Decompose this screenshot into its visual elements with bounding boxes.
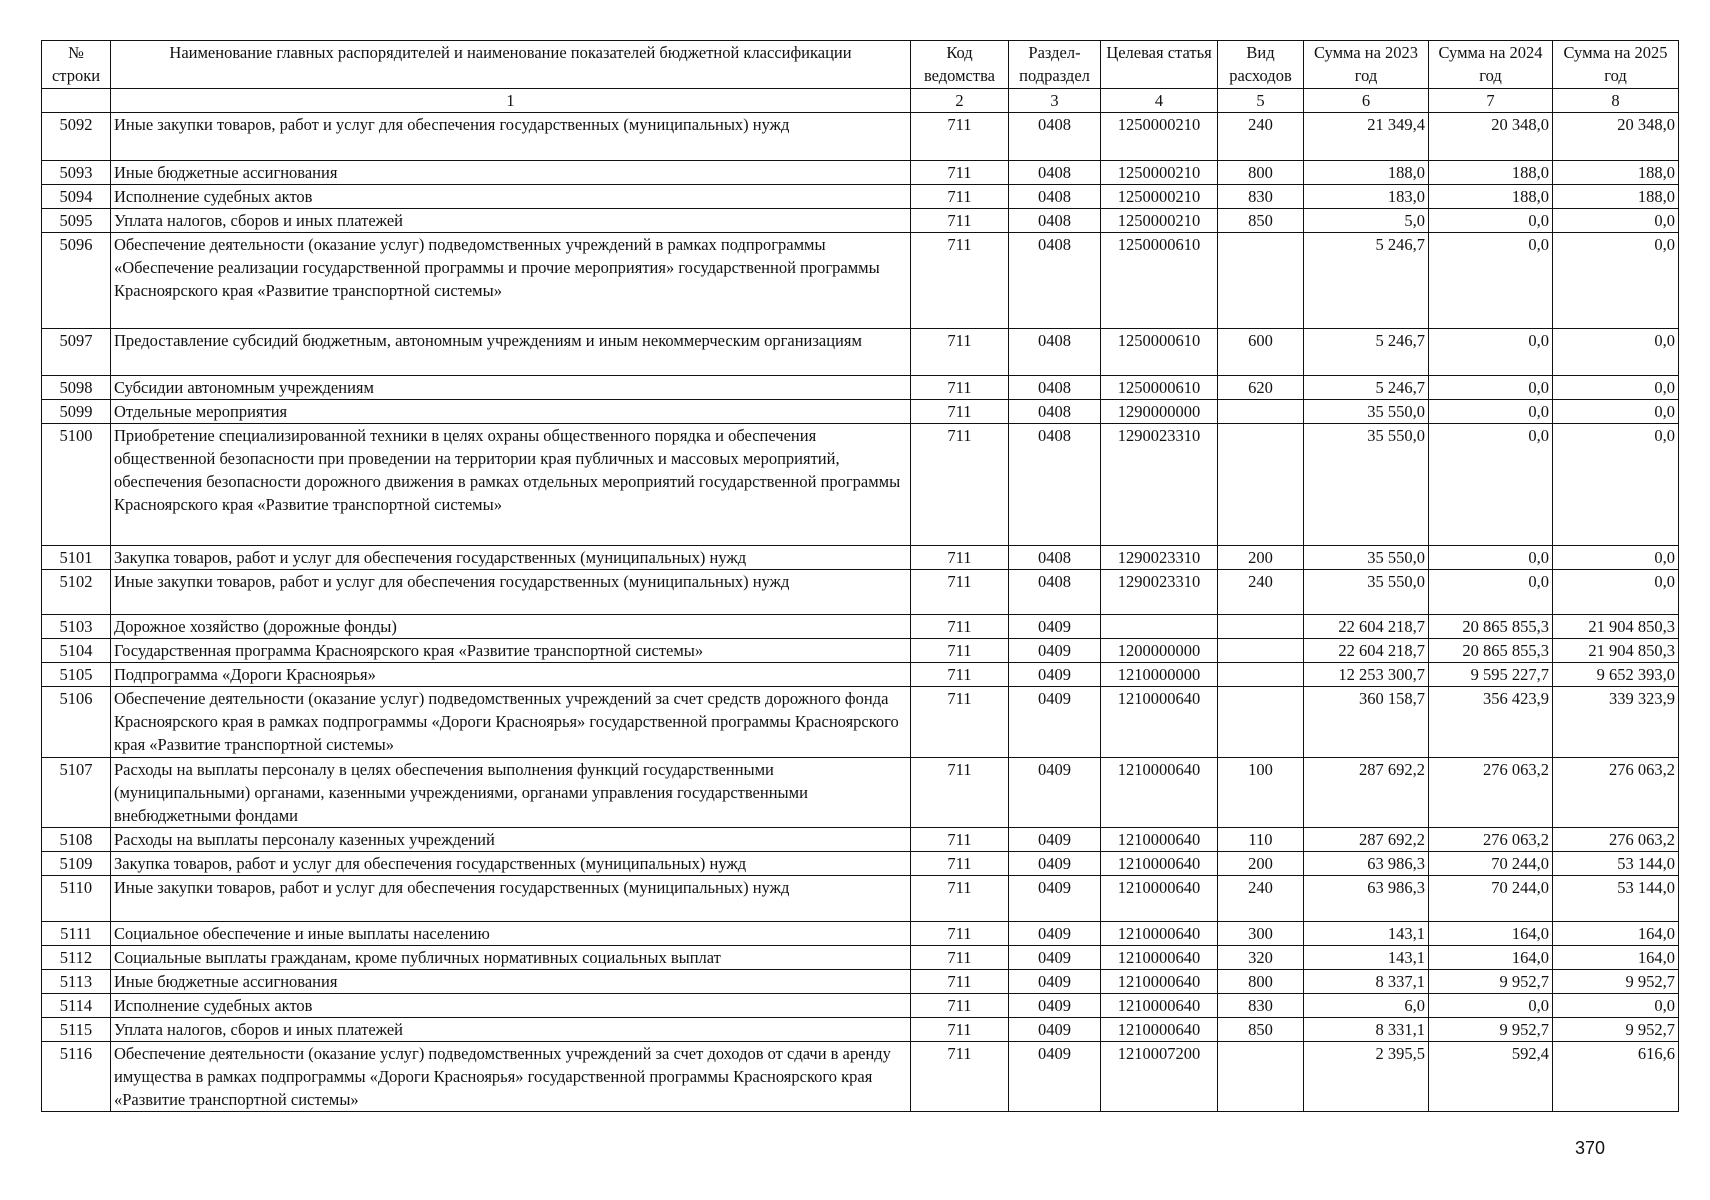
column-number: 3 — [1009, 89, 1101, 113]
sum-2025: 9 952,7 — [1553, 1018, 1679, 1042]
sum-2025: 616,6 — [1553, 1042, 1679, 1112]
table-row — [42, 639, 1679, 663]
section-code: 0408 — [1009, 185, 1101, 209]
sum-2024: 0,0 — [1429, 424, 1553, 546]
row-number: 5103 — [42, 615, 111, 639]
sum-2023: 5 246,7 — [1304, 329, 1429, 376]
section-code: 0409 — [1009, 1042, 1101, 1112]
sum-2025: 0,0 — [1553, 570, 1679, 615]
expense-type — [1218, 1042, 1304, 1112]
department-code: 711 — [911, 852, 1009, 876]
section-code: 0409 — [1009, 663, 1101, 687]
department-code: 711 — [911, 687, 1009, 758]
section-code: 0409 — [1009, 828, 1101, 852]
sum-2025: 53 144,0 — [1553, 852, 1679, 876]
sum-2023: 5 246,7 — [1304, 233, 1429, 329]
row-name: Социальное обеспечение и иные выплаты населению — [111, 922, 911, 946]
sum-2025: 188,0 — [1553, 185, 1679, 209]
sum-2024: 0,0 — [1429, 400, 1553, 424]
row-name: Иные закупки товаров, работ и услуг для обеспечения государственных (муниципальных) нужд — [111, 570, 911, 615]
header-department-code: Код ведомства — [911, 41, 1009, 89]
target-article: 1210000640 — [1101, 852, 1218, 876]
header-sum-2024: Сумма на 2024 год — [1429, 41, 1553, 89]
sum-2024: 0,0 — [1429, 570, 1553, 615]
target-article: 1250000610 — [1101, 233, 1218, 329]
row-number: 5100 — [42, 424, 111, 546]
table-row — [42, 1042, 1679, 1112]
row-number: 5105 — [42, 663, 111, 687]
column-number: 1 — [111, 89, 911, 113]
section-code: 0409 — [1009, 994, 1101, 1018]
sum-2024: 164,0 — [1429, 946, 1553, 970]
row-name: Закупка товаров, работ и услуг для обеспечения государственных (муниципальных) нужд — [111, 546, 911, 570]
header-sum-2025: Сумма на 2025 год — [1553, 41, 1679, 89]
target-article: 1250000210 — [1101, 209, 1218, 233]
sum-2025: 20 348,0 — [1553, 113, 1679, 161]
row-name: Предоставление субсидий бюджетным, автономным учреждениям и иным некоммерческим организациям — [111, 329, 911, 376]
sum-2024: 9 595 227,7 — [1429, 663, 1553, 687]
expense-type — [1218, 687, 1304, 758]
sum-2025: 164,0 — [1553, 922, 1679, 946]
target-article: 1210000640 — [1101, 994, 1218, 1018]
expense-type — [1218, 615, 1304, 639]
target-article: 1290023310 — [1101, 570, 1218, 615]
row-name: Обеспечение деятельности (оказание услуг) подведомственных учреждений в рамках подпрограммы «Обеспечение реализации государственной программы и прочие мероприятия» государственной программы Красноярского края «Развитие транспортной системы» — [111, 233, 911, 329]
sum-2023: 22 604 218,7 — [1304, 639, 1429, 663]
section-code: 0409 — [1009, 758, 1101, 828]
row-number: 5102 — [42, 570, 111, 615]
sum-2023: 35 550,0 — [1304, 570, 1429, 615]
sum-2025: 0,0 — [1553, 329, 1679, 376]
target-article: 1210000640 — [1101, 876, 1218, 922]
expense-type: 300 — [1218, 922, 1304, 946]
expense-type: 110 — [1218, 828, 1304, 852]
column-number: 4 — [1101, 89, 1218, 113]
table-row — [42, 546, 1679, 570]
row-name: Иные бюджетные ассигнования — [111, 161, 911, 185]
table-row — [42, 970, 1679, 994]
header-row — [42, 41, 1679, 89]
department-code: 711 — [911, 570, 1009, 615]
department-code: 711 — [911, 209, 1009, 233]
column-number: 5 — [1218, 89, 1304, 113]
department-code: 711 — [911, 994, 1009, 1018]
sum-2023: 35 550,0 — [1304, 546, 1429, 570]
sum-2025: 21 904 850,3 — [1553, 639, 1679, 663]
table-row — [42, 233, 1679, 329]
sum-2023: 8 331,1 — [1304, 1018, 1429, 1042]
sum-2023: 12 253 300,7 — [1304, 663, 1429, 687]
sum-2023: 63 986,3 — [1304, 852, 1429, 876]
row-name: Иные бюджетные ассигнования — [111, 970, 911, 994]
expense-type — [1218, 424, 1304, 546]
department-code: 711 — [911, 663, 1009, 687]
row-number: 5094 — [42, 185, 111, 209]
expense-type — [1218, 233, 1304, 329]
sum-2024: 20 348,0 — [1429, 113, 1553, 161]
row-name: Государственная программа Красноярского края «Развитие транспортной системы» — [111, 639, 911, 663]
sum-2024: 20 865 855,3 — [1429, 615, 1553, 639]
row-name: Социальные выплаты гражданам, кроме публичных нормативных социальных выплат — [111, 946, 911, 970]
row-name: Субсидии автономным учреждениям — [111, 376, 911, 400]
department-code: 711 — [911, 424, 1009, 546]
sum-2024: 70 244,0 — [1429, 852, 1553, 876]
table-row — [42, 946, 1679, 970]
table-body — [42, 113, 1679, 1112]
sum-2024: 188,0 — [1429, 161, 1553, 185]
sum-2024: 20 865 855,3 — [1429, 639, 1553, 663]
table-row — [42, 376, 1679, 400]
section-code: 0408 — [1009, 376, 1101, 400]
sum-2024: 9 952,7 — [1429, 970, 1553, 994]
expense-type: 620 — [1218, 376, 1304, 400]
row-number: 5115 — [42, 1018, 111, 1042]
table-row — [42, 424, 1679, 546]
sum-2023: 5,0 — [1304, 209, 1429, 233]
sum-2025: 188,0 — [1553, 161, 1679, 185]
target-article: 1210000640 — [1101, 922, 1218, 946]
target-article: 1290023310 — [1101, 424, 1218, 546]
row-name: Иные закупки товаров, работ и услуг для обеспечения государственных (муниципальных) нужд — [111, 113, 911, 161]
row-name: Обеспечение деятельности (оказание услуг) подведомственных учреждений за счет доходов от сдачи в аренду имущества в рамках подпрограммы «Дороги Красноярья» государственной программы Красноярского края «Развитие транспортной системы» — [111, 1042, 911, 1112]
target-article: 1210000000 — [1101, 663, 1218, 687]
table-row — [42, 185, 1679, 209]
target-article: 1250000610 — [1101, 329, 1218, 376]
expense-type: 200 — [1218, 852, 1304, 876]
department-code: 711 — [911, 639, 1009, 663]
section-code: 0409 — [1009, 876, 1101, 922]
row-number: 5108 — [42, 828, 111, 852]
sum-2023: 287 692,2 — [1304, 758, 1429, 828]
department-code: 711 — [911, 1042, 1009, 1112]
row-name: Подпрограмма «Дороги Красноярья» — [111, 663, 911, 687]
section-code: 0409 — [1009, 687, 1101, 758]
sum-2024: 0,0 — [1429, 546, 1553, 570]
target-article: 1210000640 — [1101, 758, 1218, 828]
department-code: 711 — [911, 329, 1009, 376]
sum-2023: 143,1 — [1304, 946, 1429, 970]
department-code: 711 — [911, 876, 1009, 922]
section-code: 0408 — [1009, 546, 1101, 570]
expense-type: 850 — [1218, 209, 1304, 233]
sum-2025: 9 652 393,0 — [1553, 663, 1679, 687]
row-name: Уплата налогов, сборов и иных платежей — [111, 209, 911, 233]
sum-2023: 35 550,0 — [1304, 400, 1429, 424]
column-number: 7 — [1429, 89, 1553, 113]
expense-type: 830 — [1218, 185, 1304, 209]
page-number: 370 — [1575, 1138, 1606, 1158]
target-article: 1210000640 — [1101, 687, 1218, 758]
department-code: 711 — [911, 615, 1009, 639]
table-row — [42, 1018, 1679, 1042]
row-number: 5112 — [42, 946, 111, 970]
sum-2024: 356 423,9 — [1429, 687, 1553, 758]
section-code: 0409 — [1009, 1018, 1101, 1042]
row-name: Расходы на выплаты персоналу в целях обеспечения выполнения функций государственными (муниципальными) органами, казенными учреждениями, органами управления государственными внебюджетными фондами — [111, 758, 911, 828]
section-code: 0409 — [1009, 615, 1101, 639]
row-name: Иные закупки товаров, работ и услуг для обеспечения государственных (муниципальных) нужд — [111, 876, 911, 922]
expense-type: 830 — [1218, 994, 1304, 1018]
row-number: 5095 — [42, 209, 111, 233]
target-article: 1200000000 — [1101, 639, 1218, 663]
department-code: 711 — [911, 376, 1009, 400]
section-code: 0409 — [1009, 946, 1101, 970]
target-article: 1210000640 — [1101, 946, 1218, 970]
row-name: Дорожное хозяйство (дорожные фонды) — [111, 615, 911, 639]
row-number: 5111 — [42, 922, 111, 946]
target-article: 1250000210 — [1101, 161, 1218, 185]
header-target-article: Целевая статья — [1101, 41, 1218, 89]
sum-2024: 9 952,7 — [1429, 1018, 1553, 1042]
sum-2025: 9 952,7 — [1553, 970, 1679, 994]
section-code: 0408 — [1009, 400, 1101, 424]
row-name: Приобретение специализированной техники в целях охраны общественного порядка и обеспечения общественной безопасности при проведении на территории края публичных и массовых мероприятий, обеспечения безопасности дорожного движения в рамках отдельных мероприятий государственной программы Красноярского края «Развитие транспортной системы» — [111, 424, 911, 546]
sum-2023: 21 349,4 — [1304, 113, 1429, 161]
header-sum-2023: Сумма на 2023 год — [1304, 41, 1429, 89]
sum-2024: 0,0 — [1429, 209, 1553, 233]
row-name: Исполнение судебных актов — [111, 994, 911, 1018]
section-code: 0408 — [1009, 329, 1101, 376]
expense-type: 100 — [1218, 758, 1304, 828]
sum-2024: 0,0 — [1429, 994, 1553, 1018]
table-row — [42, 687, 1679, 758]
row-number: 5104 — [42, 639, 111, 663]
row-number: 5101 — [42, 546, 111, 570]
sum-2024: 188,0 — [1429, 185, 1553, 209]
expense-type: 240 — [1218, 113, 1304, 161]
sum-2025: 339 323,9 — [1553, 687, 1679, 758]
department-code: 711 — [911, 828, 1009, 852]
sum-2023: 2 395,5 — [1304, 1042, 1429, 1112]
row-name: Расходы на выплаты персоналу казенных учреждений — [111, 828, 911, 852]
row-number: 5110 — [42, 876, 111, 922]
row-number: 5092 — [42, 113, 111, 161]
department-code: 711 — [911, 970, 1009, 994]
department-code: 711 — [911, 946, 1009, 970]
row-number: 5096 — [42, 233, 111, 329]
section-code: 0408 — [1009, 570, 1101, 615]
section-code: 0408 — [1009, 161, 1101, 185]
department-code: 711 — [911, 161, 1009, 185]
row-number: 5099 — [42, 400, 111, 424]
expense-type — [1218, 400, 1304, 424]
department-code: 711 — [911, 113, 1009, 161]
section-code: 0408 — [1009, 113, 1101, 161]
expense-type: 320 — [1218, 946, 1304, 970]
row-name: Закупка товаров, работ и услуг для обеспечения государственных (муниципальных) нужд — [111, 852, 911, 876]
target-article — [1101, 615, 1218, 639]
table-row — [42, 113, 1679, 161]
row-number: 5114 — [42, 994, 111, 1018]
table-row — [42, 161, 1679, 185]
target-article: 1210000640 — [1101, 970, 1218, 994]
table-row — [42, 758, 1679, 828]
table-row — [42, 922, 1679, 946]
sum-2024: 0,0 — [1429, 376, 1553, 400]
section-code: 0409 — [1009, 922, 1101, 946]
sum-2024: 164,0 — [1429, 922, 1553, 946]
expense-type: 240 — [1218, 876, 1304, 922]
sum-2023: 8 337,1 — [1304, 970, 1429, 994]
header-expense-type: Вид расходов — [1218, 41, 1304, 89]
department-code: 711 — [911, 922, 1009, 946]
department-code: 711 — [911, 400, 1009, 424]
column-number: 2 — [911, 89, 1009, 113]
sum-2025: 0,0 — [1553, 376, 1679, 400]
table-row — [42, 329, 1679, 376]
table-row — [42, 852, 1679, 876]
column-number: 6 — [1304, 89, 1429, 113]
row-name: Отдельные мероприятия — [111, 400, 911, 424]
target-article: 1250000210 — [1101, 185, 1218, 209]
header-section: Раздел-подраздел — [1009, 41, 1101, 89]
section-code: 0408 — [1009, 233, 1101, 329]
expense-type: 800 — [1218, 161, 1304, 185]
table-row — [42, 828, 1679, 852]
department-code: 711 — [911, 185, 1009, 209]
row-number: 5098 — [42, 376, 111, 400]
table-row — [42, 209, 1679, 233]
table-row — [42, 400, 1679, 424]
sum-2023: 360 158,7 — [1304, 687, 1429, 758]
section-code: 0408 — [1009, 209, 1101, 233]
department-code: 711 — [911, 758, 1009, 828]
column-number-empty — [42, 89, 111, 113]
department-code: 711 — [911, 1018, 1009, 1042]
sum-2025: 0,0 — [1553, 994, 1679, 1018]
sum-2023: 35 550,0 — [1304, 424, 1429, 546]
target-article: 1210000640 — [1101, 828, 1218, 852]
section-code: 0409 — [1009, 970, 1101, 994]
section-code: 0408 — [1009, 424, 1101, 546]
row-number: 5109 — [42, 852, 111, 876]
table-row — [42, 663, 1679, 687]
target-article: 1290000000 — [1101, 400, 1218, 424]
row-number: 5116 — [42, 1042, 111, 1112]
expense-type: 200 — [1218, 546, 1304, 570]
sum-2025: 0,0 — [1553, 209, 1679, 233]
sum-2023: 183,0 — [1304, 185, 1429, 209]
sum-2023: 6,0 — [1304, 994, 1429, 1018]
sum-2024: 276 063,2 — [1429, 828, 1553, 852]
row-name: Исполнение судебных актов — [111, 185, 911, 209]
sum-2023: 63 986,3 — [1304, 876, 1429, 922]
target-article: 1250000210 — [1101, 113, 1218, 161]
expense-type — [1218, 663, 1304, 687]
section-code: 0409 — [1009, 639, 1101, 663]
sum-2024: 0,0 — [1429, 329, 1553, 376]
sum-2024: 276 063,2 — [1429, 758, 1553, 828]
department-code: 711 — [911, 233, 1009, 329]
expense-type: 240 — [1218, 570, 1304, 615]
sum-2024: 592,4 — [1429, 1042, 1553, 1112]
row-number: 5097 — [42, 329, 111, 376]
expense-type: 850 — [1218, 1018, 1304, 1042]
column-number: 8 — [1553, 89, 1679, 113]
row-number: 5107 — [42, 758, 111, 828]
budget-table — [41, 40, 1679, 1112]
table-row — [42, 876, 1679, 922]
sum-2023: 143,1 — [1304, 922, 1429, 946]
target-article: 1290023310 — [1101, 546, 1218, 570]
row-name: Обеспечение деятельности (оказание услуг) подведомственных учреждений за счет средств дорожного фонда Красноярского края в рамках подпрограммы «Дороги Красноярья» государственной программы Красноярского края «Развитие транспортной системы» — [111, 687, 911, 758]
target-article: 1250000610 — [1101, 376, 1218, 400]
table-row — [42, 615, 1679, 639]
target-article: 1210007200 — [1101, 1042, 1218, 1112]
table-row — [42, 570, 1679, 615]
row-number: 5113 — [42, 970, 111, 994]
sum-2025: 0,0 — [1553, 546, 1679, 570]
sum-2025: 276 063,2 — [1553, 828, 1679, 852]
row-name: Уплата налогов, сборов и иных платежей — [111, 1018, 911, 1042]
sum-2025: 53 144,0 — [1553, 876, 1679, 922]
sum-2024: 70 244,0 — [1429, 876, 1553, 922]
header-name: Наименование главных распорядителей и наименование показателей бюджетной классификации — [111, 41, 911, 89]
sum-2023: 5 246,7 — [1304, 376, 1429, 400]
sum-2024: 0,0 — [1429, 233, 1553, 329]
sum-2023: 188,0 — [1304, 161, 1429, 185]
section-code: 0409 — [1009, 852, 1101, 876]
expense-type: 800 — [1218, 970, 1304, 994]
column-number-row — [42, 89, 1679, 113]
row-number: 5093 — [42, 161, 111, 185]
sum-2025: 21 904 850,3 — [1553, 615, 1679, 639]
sum-2025: 0,0 — [1553, 424, 1679, 546]
department-code: 711 — [911, 546, 1009, 570]
row-number: 5106 — [42, 687, 111, 758]
sum-2025: 0,0 — [1553, 400, 1679, 424]
sum-2023: 22 604 218,7 — [1304, 615, 1429, 639]
expense-type — [1218, 639, 1304, 663]
table-row — [42, 994, 1679, 1018]
target-article: 1210000640 — [1101, 1018, 1218, 1042]
sum-2025: 0,0 — [1553, 233, 1679, 329]
header-row-number: № строки — [42, 41, 111, 89]
sum-2023: 287 692,2 — [1304, 828, 1429, 852]
sum-2025: 276 063,2 — [1553, 758, 1679, 828]
sum-2025: 164,0 — [1553, 946, 1679, 970]
expense-type: 600 — [1218, 329, 1304, 376]
